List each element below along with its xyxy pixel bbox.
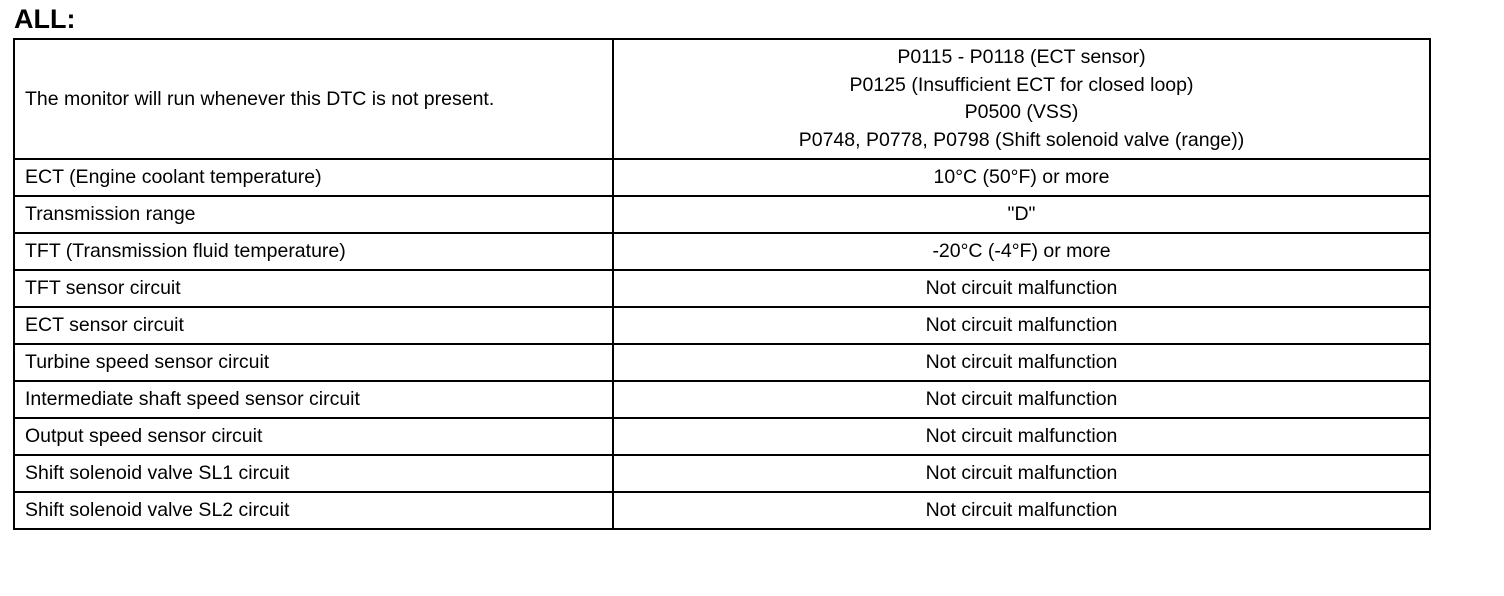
condition-label: TFT (Transmission fluid temperature) <box>14 233 613 270</box>
table-row <box>14 233 1430 270</box>
condition-value: Not circuit malfunction <box>613 307 1430 344</box>
table-row <box>14 492 1430 529</box>
condition-value: Not circuit malfunction <box>613 270 1430 307</box>
condition-value: "D" <box>613 196 1430 233</box>
monitor-conditions-table <box>13 38 1431 530</box>
table-row <box>14 39 1430 159</box>
dtc-entry: P0748, P0778, P0798 (Shift solenoid valve (range)) <box>798 128 1245 151</box>
condition-label: Turbine speed sensor circuit <box>14 344 613 381</box>
table-row <box>14 381 1430 418</box>
condition-value: -20°C (-4°F) or more <box>613 233 1430 270</box>
table-row <box>14 270 1430 307</box>
condition-label: ECT sensor circuit <box>14 307 613 344</box>
table-row <box>14 344 1430 381</box>
condition-label: TFT sensor circuit <box>14 270 613 307</box>
section-heading: ALL: <box>14 4 76 34</box>
condition-label: Shift solenoid valve SL1 circuit <box>14 455 613 492</box>
condition-value: Not circuit malfunction <box>613 381 1430 418</box>
dtc-entry: P0125 (Insufficient ECT for closed loop) <box>849 73 1194 96</box>
table-row <box>14 418 1430 455</box>
table-row <box>14 196 1430 233</box>
condition-label: Intermediate shaft speed sensor circuit <box>14 381 613 418</box>
table-row <box>14 455 1430 492</box>
condition-label: The monitor will run whenever this DTC is not present. <box>14 39 613 159</box>
condition-label: Transmission range <box>14 196 613 233</box>
condition-label: Output speed sensor circuit <box>14 418 613 455</box>
condition-value: Not circuit malfunction <box>613 344 1430 381</box>
condition-value: Not circuit malfunction <box>613 418 1430 455</box>
condition-value: 10°C (50°F) or more <box>613 159 1430 196</box>
dtc-entry: P0115 - P0118 (ECT sensor) <box>897 46 1146 68</box>
condition-label: Shift solenoid valve SL2 circuit <box>14 492 613 529</box>
dtc-entry: P0500 (VSS) <box>964 101 1079 123</box>
table-row <box>14 307 1430 344</box>
dtc-list-cell <box>613 39 1430 159</box>
table-row <box>14 159 1430 196</box>
condition-label: ECT (Engine coolant temperature) <box>14 159 613 196</box>
condition-value: Not circuit malfunction <box>613 492 1430 529</box>
condition-value: Not circuit malfunction <box>613 455 1430 492</box>
